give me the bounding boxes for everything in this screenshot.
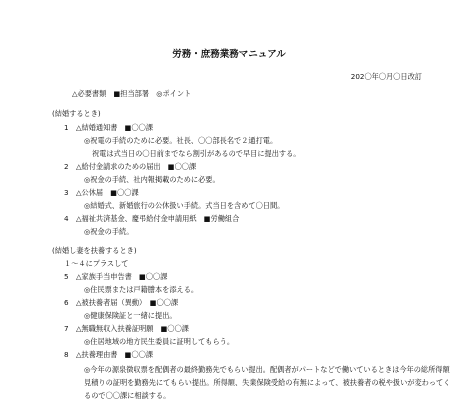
list-item: [64, 324, 189, 334]
item-text: △福祉共済基金、慶弔給付金申請用紙 ■労働組合: [76, 214, 240, 223]
item-text: △被扶養者届（異動） ■〇〇課: [76, 298, 179, 307]
item-note: ◎住民票または戸籍謄本を添える。: [84, 285, 199, 294]
item-number: 4: [64, 214, 69, 223]
item-number: 5: [64, 272, 69, 281]
section-subheading: １～４にプラスして: [64, 259, 129, 268]
item-number: 3: [64, 188, 69, 197]
section-heading-marriage: (結婚するとき): [52, 109, 101, 118]
item-note: ◎祝金の手続。: [84, 227, 134, 236]
item-note: ◎祝金の手続、社内報掲載のために必要。: [84, 175, 220, 184]
item-text: △扶養理由書 ■〇〇課: [76, 350, 154, 359]
list-item: [64, 350, 153, 360]
item-text: △結婚通知書 ■〇〇課: [76, 123, 154, 132]
item-note: ◎健康保険証と一緒に提出。: [84, 311, 177, 320]
item-note: ◎今年の源泉徴収票を配偶者の最終勤務先でもらい提出。配偶者がパートなどで働いているときは今年の総所得額見積りの証明を勤務先にてもらい提出。所得額、失業保険受給の有無によって、被扶養者の税や扱いが変わってくるので〇〇課に相談する。: [84, 365, 451, 400]
list-item: [64, 162, 196, 172]
item-note: 祝電は式当日の〇日前までなら割引があるので早目に提出する。: [92, 149, 301, 158]
item-number: 7: [64, 324, 69, 333]
list-item: [64, 298, 178, 308]
section-heading-spouse: (結婚し妻を扶養するとき): [52, 246, 137, 255]
item-number: 2: [64, 162, 69, 171]
item-note: ◎祝電の手続のために必要。社長、〇〇部長名で２通打電。: [84, 136, 278, 145]
item-number: 6: [64, 298, 69, 307]
item-number: 8: [64, 350, 69, 359]
item-text: △家族手当申告書 ■〇〇課: [76, 272, 168, 281]
item-note: ◎結婚式、新婚旅行の公休扱い手続。式当日を含めて〇日間。: [84, 201, 285, 210]
list-item: [64, 123, 153, 133]
item-text: △無職無収入扶養証明願 ■〇〇課: [76, 324, 189, 333]
item-text: △公休届 ■〇〇課: [76, 188, 139, 197]
legend: △必要書類 ■担当部署 ◎ポイント: [72, 89, 192, 98]
list-item: [64, 214, 239, 224]
list-item: [64, 272, 167, 282]
item-number: 1: [64, 123, 69, 132]
list-item: [64, 188, 139, 198]
item-text: △給付金請求のための届出 ■〇〇課: [76, 162, 197, 171]
revision-date: 202〇年〇月〇日改訂: [350, 72, 422, 81]
item-note: ◎住居地域の地方民生委員に証明してもらう。: [84, 337, 235, 346]
document-title: 労務・庶務業務マニュアル: [172, 49, 286, 60]
